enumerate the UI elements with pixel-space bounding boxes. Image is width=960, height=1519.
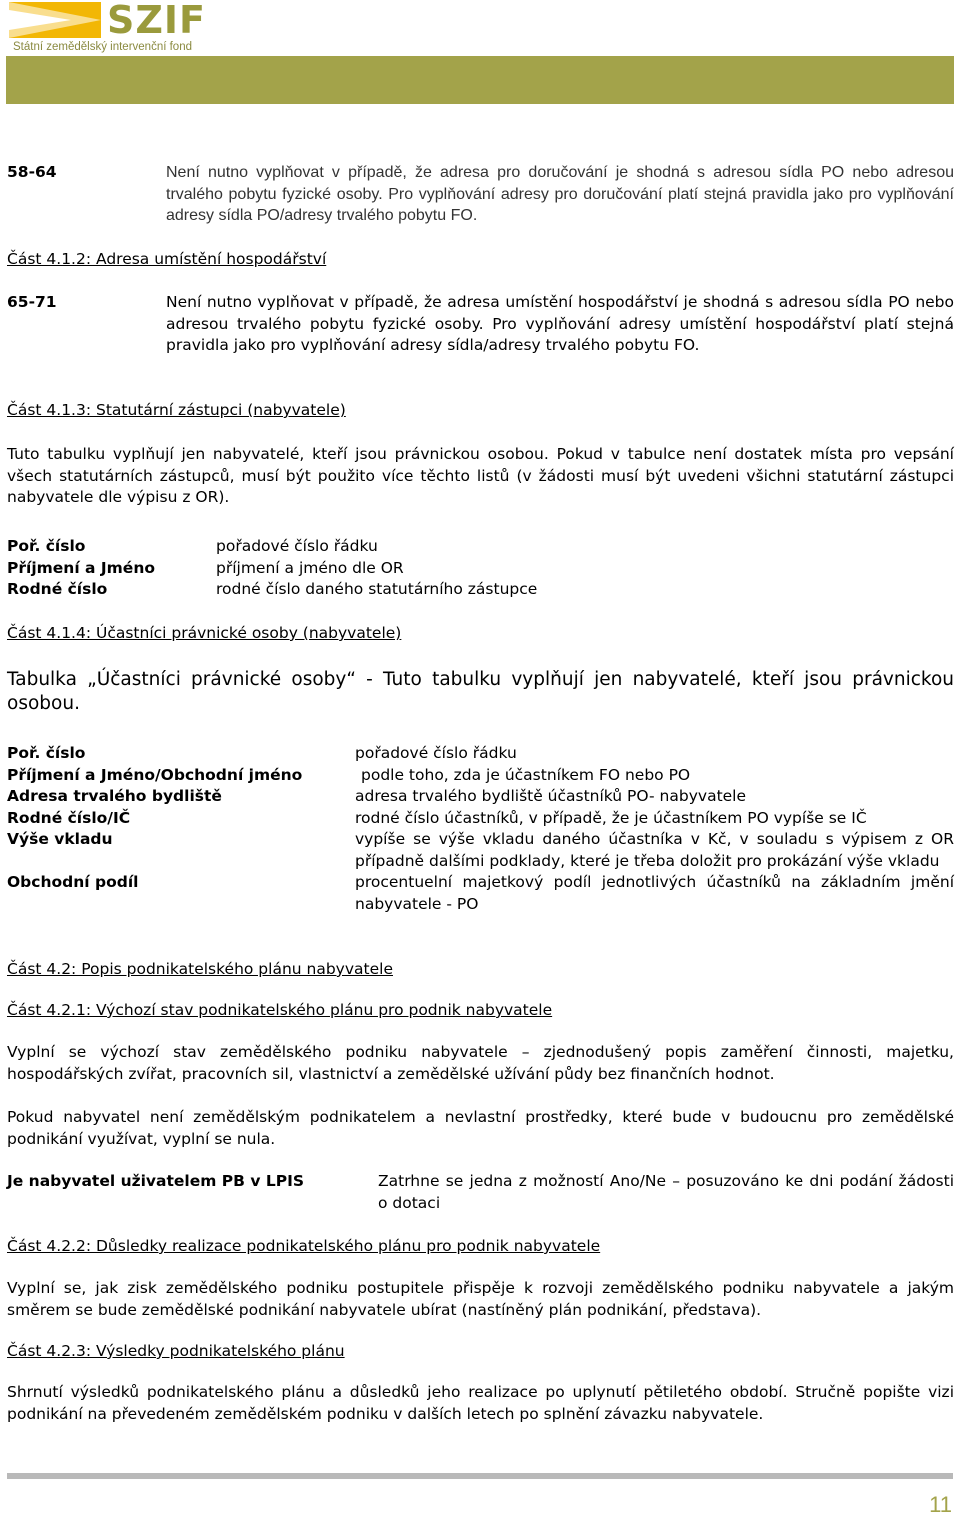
- heading-4-2-3: Část 4.2.3: Výsledky podnikatelského plánu: [7, 1342, 345, 1360]
- definition-term: Obchodní podíl: [7, 873, 139, 891]
- page-header: [6, 0, 954, 104]
- heading-4-2-1: Část 4.2.1: Výchozí stav podnikatelského plánu pro podnik nabyvatele: [7, 1001, 553, 1019]
- szif-logo: [9, 0, 207, 53]
- definition-text: pořadové číslo řádku: [355, 744, 517, 762]
- definition-row: [7, 743, 954, 765]
- logo-subtitle: Státní zemědělský intervenční fond: [13, 41, 192, 53]
- heading-4-2: Část 4.2: Popis podnikatelského plánu nabyvatele: [7, 960, 393, 978]
- definition-text: pořadové číslo řádku: [216, 537, 378, 555]
- definition-text: příjmení a jméno dle OR: [216, 558, 404, 577]
- definition-term: Poř. číslo: [7, 537, 86, 555]
- paragraph-4-1-3: Tuto tabulku vyplňují jen nabyvatelé, kteří jsou právnickou osobou. Pokud v tabulce není dostatek místa pro vepsání všech statutárních zástupců, musí být použito více těchto listů (v žádosti musí být uvedeni všichni statutární zástupci nabyvatele dle výpisu z OR).: [7, 445, 954, 506]
- definition-term: Poř. číslo: [7, 744, 86, 762]
- definition-row: [7, 872, 954, 915]
- definition-term: Adresa trvalého bydliště: [7, 787, 222, 805]
- paragraph-4-2-3: Shrnutí výsledků podnikatelského plánu a důsledků jeho realizace po uplynutí pětiletého období. Stručně popište vizi podnikání na převedeném zemědělském podniku v dalších letech po splnění závazku nabyvatele.: [7, 1383, 954, 1423]
- definition-term: Rodné číslo: [7, 580, 108, 598]
- field-desc-65-71: Není nutno vyplňovat v případě, že adresa umístění hospodářství je shodná s adresou sídla PO nebo adresou trvalého pobytu fyzické osoby. Pro vyplňování adresy umístění hospodářství platí stejná pravidla jako pro vyplňování adresy sídla/adresy trvalého pobytu FO.: [166, 293, 954, 354]
- definition-text: Zatrhne se jedna z možností Ano/Ne – posuzováno ke dni podání žádosti o dotaci: [378, 1172, 954, 1212]
- footer-rule: [7, 1473, 953, 1479]
- heading-4-1-4: Část 4.1.4: Účastníci právnické osoby (nabyvatele): [7, 624, 402, 642]
- definition-term: Příjmení a Jméno/Obchodní jméno: [7, 765, 303, 784]
- definition-term: Rodné číslo/IČ: [7, 808, 131, 827]
- definition-text: rodné číslo daného statutárního zástupce: [216, 580, 538, 598]
- field-desc-58-64: Není nutno vyplňovat v případě, že adresa pro doručování je shodná s adresou sídla PO nebo adresou trvalého pobytu fyzické osoby. Pro vyplňování adresy pro doručování platí stejná pravidla jako pro vyplňování adresy sídla PO/adresy trvalého pobytu FO.: [166, 164, 954, 224]
- definitions-4-1-3: [7, 536, 954, 601]
- heading-4-2-2: Část 4.2.2: Důsledky realizace podnikatelského plánu pro podnik nabyvatele: [7, 1237, 601, 1255]
- field-code-58-64: 58-64: [7, 163, 57, 181]
- heading-4-1-3: Část 4.1.3: Statutární zástupci (nabyvatele): [7, 401, 346, 419]
- paragraph-4-2-1-b: Pokud nabyvatel není zemědělským podnikatelem a nevlastní prostředky, které bude v budoucnu pro zemědělské podnikání využívat, vyplní se nula.: [7, 1108, 954, 1148]
- paragraph-4-2-2: Vyplní se, jak zisk zemědělského podniku postupitele přispěje k rozvoji zemědělského podniku nabyvatele a jakým směrem se bude zemědělské podnikání nabyvatele ubírat (nastíněný plán podnikání, představa).: [7, 1279, 954, 1319]
- definition-row: [7, 808, 954, 830]
- definition-row: [7, 579, 954, 601]
- definition-text: adresa trvalého bydliště účastníků PO- nabyvatele: [355, 787, 747, 805]
- logo-name: SZIF: [107, 0, 207, 42]
- definition-text: podle toho, zda je účastníkem FO nebo PO: [361, 765, 691, 784]
- paragraph-4-1-4: Tabulka „Účastníci právnické osoby“ - Tuto tabulku vyplňují jen nabyvatelé, kteří jsou právnickou osobou.: [7, 669, 954, 714]
- definition-text: procentuelní majetkový podíl jednotlivých účastníků na základním jmění nabyvatele - PO: [355, 873, 954, 913]
- definition-row: [7, 1171, 954, 1214]
- definition-term: Je nabyvatel uživatelem PB v LPIS: [7, 1172, 305, 1190]
- definition-row: [7, 765, 954, 787]
- page-number: 11: [929, 1492, 952, 1517]
- definition-row: [7, 558, 954, 580]
- header-bar: [6, 56, 954, 104]
- definition-lpis: [7, 1171, 954, 1214]
- heading-4-1-2: Část 4.1.2: Adresa umístění hospodářství: [7, 250, 327, 268]
- szif-flag-icon: [9, 2, 101, 38]
- definition-term: Výše vkladu: [7, 830, 113, 848]
- definition-row: [7, 829, 954, 872]
- definition-text: rodné číslo účastníků, v případě, že je účastníkem PO vypíše se IČ: [355, 808, 867, 827]
- definition-term: Příjmení a Jméno: [7, 558, 156, 577]
- definition-row: [7, 536, 954, 558]
- definition-row: [7, 786, 954, 808]
- definition-text: vypíše se výše vkladu daného účastníka v Kč, v souladu s výpisem z OR případně dalšími podklady, které je třeba doložit pro prokázání výše vkladu: [355, 830, 954, 870]
- definitions-4-1-4: [7, 743, 954, 915]
- paragraph-4-2-1-a: Vyplní se výchozí stav zemědělského podniku nabyvatele – zjednodušený popis zaměření činnosti, majetku, hospodářských zvířat, pracovních sil, vlastnictví a zemědělské užívání půdy bez finančních hodnot.: [7, 1043, 954, 1083]
- field-code-65-71: 65-71: [7, 293, 57, 311]
